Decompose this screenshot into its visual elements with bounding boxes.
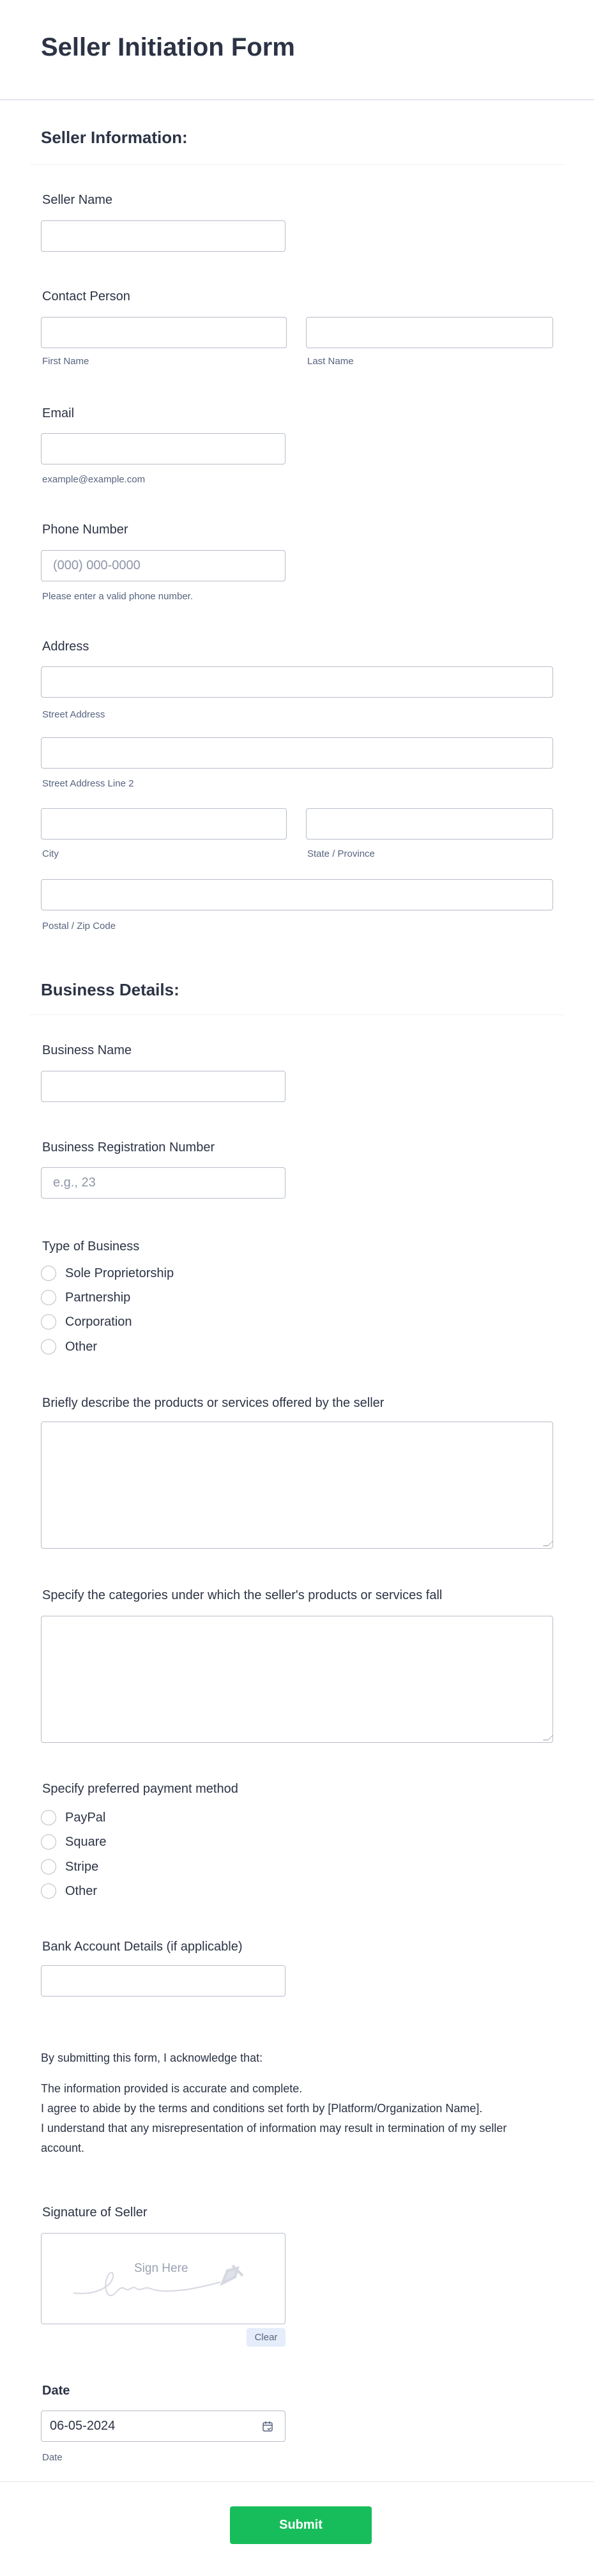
section-business-details: Business Details: (41, 980, 179, 999)
bank-account-label: Bank Account Details (if applicable) (42, 1940, 243, 1954)
registration-number-label: Business Registration Number (42, 1140, 215, 1154)
radio-stripe[interactable] (41, 1859, 98, 1874)
street-address-sublabel: Street Address (42, 709, 105, 720)
state-input[interactable] (306, 808, 553, 839)
postal-code-sublabel: Postal / Zip Code (42, 921, 116, 931)
radio-label: PayPal (65, 1810, 106, 1825)
radio-circle-icon (41, 1314, 56, 1330)
radio-circle-icon (41, 1834, 56, 1850)
registration-number-placeholder: e.g., 23 (53, 1176, 96, 1190)
ack-line: I agree to abide by the terms and conditions set forth by [Platform/Organization Name]. (41, 2102, 483, 2115)
date-value: 06-05-2024 (50, 2419, 116, 2433)
radio-payment-other[interactable] (41, 1883, 97, 1899)
resize-handle-icon[interactable] (543, 1541, 553, 1546)
phone-placeholder: (000) 000-0000 (53, 558, 141, 572)
date-sublabel: Date (42, 2452, 63, 2463)
email-sublabel: example@example.com (42, 474, 146, 485)
radio-label: Square (65, 1834, 107, 1849)
radio-circle-icon (41, 1859, 56, 1874)
phone-sublabel: Please enter a valid phone number. (42, 591, 193, 602)
clear-signature-button[interactable]: Clear (247, 2328, 286, 2347)
phone-label: Phone Number (42, 523, 128, 537)
submit-button[interactable]: Submit (230, 2506, 372, 2544)
radio-paypal[interactable] (41, 1810, 105, 1825)
city-sublabel: City (42, 848, 59, 859)
contact-person-label: Contact Person (42, 289, 130, 303)
payment-method-label: Specify preferred payment method (42, 1782, 238, 1796)
resize-handle-icon[interactable] (543, 1735, 553, 1740)
address-label: Address (42, 640, 89, 654)
section-divider (30, 164, 564, 165)
state-sublabel: State / Province (307, 848, 375, 859)
radio-square[interactable] (41, 1834, 107, 1850)
business-name-input[interactable] (41, 1071, 286, 1102)
form-title: Seller Initiation Form (41, 33, 295, 61)
business-name-label: Business Name (42, 1043, 132, 1057)
email-input[interactable] (41, 433, 286, 464)
radio-other[interactable] (41, 1339, 97, 1354)
postal-code-input[interactable] (41, 879, 553, 910)
business-type-label: Type of Business (42, 1239, 140, 1254)
signature-scribble-icon (70, 2259, 262, 2297)
last-name-sublabel: Last Name (307, 356, 354, 367)
radio-label: Other (65, 1883, 98, 1898)
radio-label: Sole Proprietorship (65, 1266, 174, 1280)
radio-label: Corporation (65, 1314, 132, 1329)
radio-circle-icon (41, 1266, 56, 1281)
radio-sole-proprietorship[interactable] (41, 1266, 174, 1281)
radio-circle-icon (41, 1810, 56, 1825)
registration-number-input[interactable] (41, 1167, 286, 1199)
acknowledgement-intro: By submitting this form, I acknowledge that: (41, 2051, 263, 2064)
radio-circle-icon (41, 1339, 56, 1354)
first-name-sublabel: First Name (42, 356, 89, 367)
footer-divider (0, 2481, 594, 2482)
email-label: Email (42, 406, 75, 420)
seller-name-label: Seller Name (42, 193, 113, 207)
ack-line: The information provided is accurate and complete. (41, 2082, 303, 2095)
seller-name-input[interactable] (41, 220, 286, 252)
last-name-input[interactable] (306, 317, 553, 348)
header-divider (0, 99, 594, 100)
signature-pad[interactable] (41, 2233, 286, 2324)
radio-label: Other (65, 1339, 98, 1354)
phone-input[interactable] (41, 550, 286, 581)
categories-label: Specify the categories under which the seller's products or services fall (42, 1588, 443, 1602)
date-input[interactable] (41, 2411, 286, 2442)
bank-account-input[interactable] (41, 1965, 286, 1997)
products-textarea[interactable] (41, 1422, 553, 1549)
radio-label: Partnership (65, 1290, 131, 1305)
section-seller-information: Seller Information: (41, 128, 188, 147)
signature-placeholder: Sign Here (134, 2262, 188, 2275)
city-input[interactable] (41, 808, 287, 839)
signature-label: Signature of Seller (42, 2205, 148, 2220)
categories-textarea[interactable] (41, 1616, 553, 1743)
radio-circle-icon (41, 1290, 56, 1305)
street-address-input[interactable] (41, 666, 553, 698)
ack-line: I understand that any misrepresentation of information may result in termination of my seller account. (41, 2122, 507, 2154)
date-label: Date (42, 2384, 70, 2398)
calendar-icon[interactable] (262, 2421, 273, 2432)
street-address-line2-input[interactable] (41, 737, 553, 769)
radio-partnership[interactable] (41, 1290, 130, 1305)
radio-circle-icon (41, 1883, 56, 1899)
radio-label: Stripe (65, 1859, 99, 1874)
products-label: Briefly describe the products or services offered by the seller (42, 1396, 385, 1410)
radio-corporation[interactable] (41, 1314, 132, 1330)
acknowledgement-text (41, 2079, 552, 2158)
street-address-line2-sublabel: Street Address Line 2 (42, 778, 134, 789)
first-name-input[interactable] (41, 317, 287, 348)
